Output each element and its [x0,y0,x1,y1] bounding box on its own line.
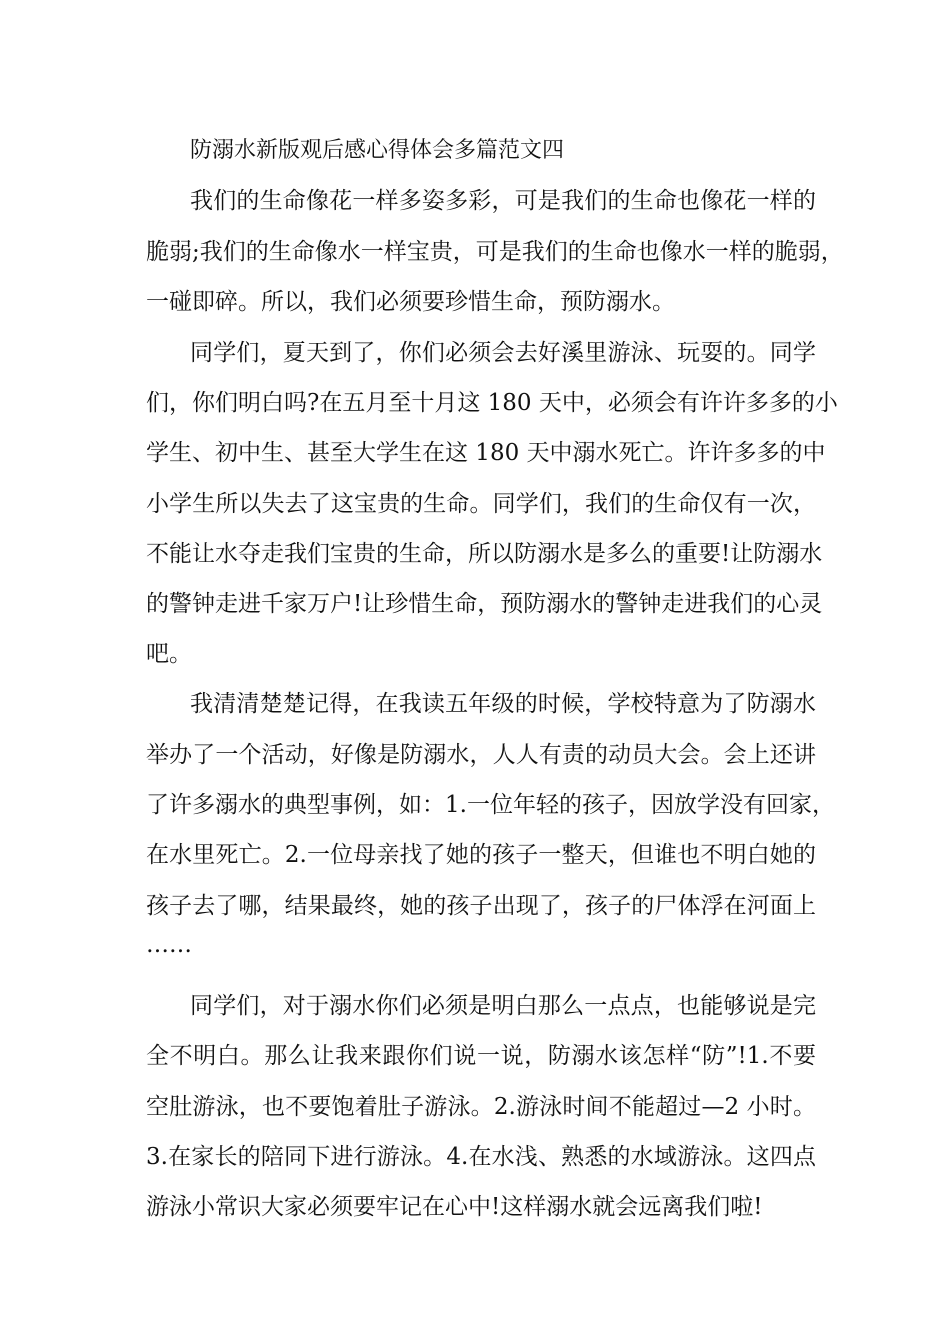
paragraph-line: 全不明白。那么让我来跟你们说一说，防溺水该怎样“防”!1.不要 [146,1043,816,1069]
paragraph-line: 们，你们明白吗?在五月至十月这 180 天中，必须会有许许多多的小 [146,390,838,416]
paragraph-line: 在水里死亡。2.一位母亲找了她的孩子一整天，但谁也不明白她的 [146,842,816,868]
paragraph-line: 同学们，对于溺水你们必须是明白那么一点点，也能够说是完 [190,993,816,1019]
paragraph-line: 的警钟走进千家万户!让珍惜生命，预防溺水的警钟走进我们的心灵 [146,591,823,617]
paragraph-line: 空肚游泳，也不要饱着肚子游泳。2.游泳时间不能超过—2 小时。 [146,1094,816,1120]
paragraph-line: 我们的生命像花一样多姿多彩，可是我们的生命也像花一样的 [190,188,816,214]
paragraph-line: …… [146,932,192,958]
paragraph-line: 学生、初中生、甚至大学生在这 180 天中溺水死亡。许许多多的中 [146,440,826,466]
paragraph-line: 一碰即碎。所以，我们必须要珍惜生命，预防溺水。 [146,289,675,315]
paragraph-line: 吧。 [146,641,192,667]
paragraph-line: 脆弱;我们的生命像水一样宝贵，可是我们的生命也像水一样的脆弱， [146,239,844,265]
paragraph-line: 孩子去了哪，结果最终，她的孩子出现了，孩子的尸体浮在河面上 [146,893,816,919]
paragraph-line: 3.在家长的陪同下进行游泳。4.在水浅、熟悉的水域游泳。这四点 [146,1144,816,1170]
paragraph-line: 不能让水夺走我们宝贵的生命，所以防溺水是多么的重要!让防溺水 [146,541,823,567]
paragraph-line: 同学们，夏天到了，你们必须会去好溪里游泳、玩耍的。同学 [190,340,816,366]
paragraph-line: 小学生所以失去了这宝贵的生命。同学们，我们的生命仅有一次， [146,491,816,517]
paragraph-line: 我清清楚楚记得，在我读五年级的时候，学校特意为了防溺水 [190,691,816,717]
paragraph-line: 游泳小常识大家必须要牢记在心中!这样溺水就会远离我们啦! [146,1194,763,1220]
paragraph-line: 了许多溺水的典型事例，如：1.一位年轻的孩子，因放学没有回家， [146,792,835,818]
document-title: 防溺水新版观后感心得体会多篇范文四 [190,138,565,163]
paragraph-line: 举办了一个活动，好像是防溺水，人人有责的动员大会。会上还讲 [146,742,816,768]
